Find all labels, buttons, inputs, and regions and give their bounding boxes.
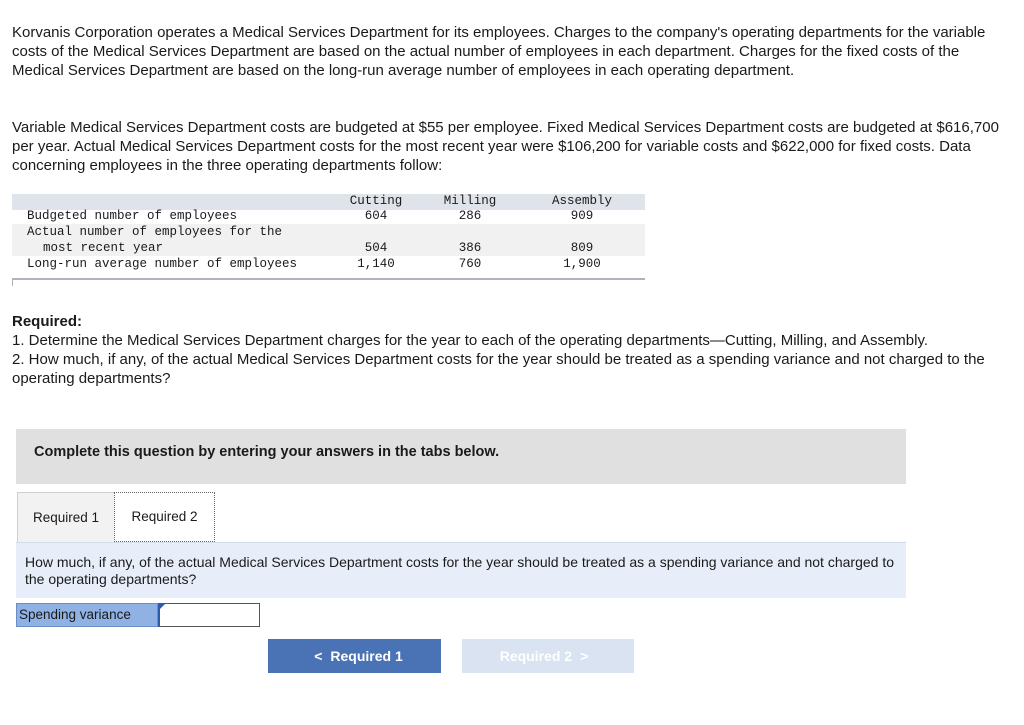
table-row [12,240,645,256]
chevron-right-icon: > [580,648,589,664]
prev-button-label: Required 1 [330,648,403,664]
table-row [12,224,645,240]
spending-variance-label: Spending variance [16,603,158,627]
tab-required-1[interactable]: Required 1 [17,492,115,542]
table-bottom-border [12,278,645,280]
question-text: How much, if any, of the actual Medical Services Department costs for the year should be treated as a spending variance and not charged to the operating departments? [25,554,894,587]
table-row [12,208,645,224]
cell-assembly: 809 [570,241,594,255]
cell-assembly: 1,900 [563,257,601,271]
instruction-banner [16,429,906,484]
tab-required-2[interactable]: Required 2 [114,492,215,542]
header-milling: Milling [443,194,497,208]
intro-paragraph-2: Variable Medical Services Department costs are budgeted at $55 per employee. Fixed Medical Services Department costs are budgeted at $616,700 per year. Actual Medical Services Department costs for the most recent year were $106,200 for variable costs and $622,000 for fixed costs. Data concerning employees in the three operating departments follow: [12,119,999,174]
cell-cutting: 1,140 [357,257,395,271]
table-left-tick [12,280,13,286]
cell-milling: 286 [458,209,482,223]
question-panel [16,542,906,598]
row-label: Budgeted number of employees [27,209,238,223]
cell-assembly: 909 [570,209,594,223]
employee-data-table [12,194,645,280]
table-row [12,256,645,272]
intro-paragraph-1: Korvanis Corporation operates a Medical Services Department for its employees. Charges to the company's operating departments for the variable costs of the Medical Services Department are based on the actual number of employees in each department. Charges for the fixed costs of the Medical Services Department are based on the long-run average number of employees in each operating department. [12,24,986,79]
header-assembly: Assembly [551,194,612,208]
required-title: Required: [12,313,83,330]
next-button-label: Required 2 [499,648,573,664]
cell-milling: 760 [458,257,482,271]
required-section [12,312,1002,388]
cell-cutting: 504 [364,241,388,255]
row-label: Actual number of employees for the [27,225,283,239]
next-required-2-button[interactable] [462,639,634,673]
cell-milling: 386 [458,241,482,255]
previous-required-1-button[interactable] [268,639,441,673]
required-item-2: 2. How much, if any, of the actual Medical Services Department costs for the year should be treated as a spending variance and not charged to the operating departments? [12,351,985,387]
row-label: Long-run average number of employees [27,257,298,271]
spending-variance-input[interactable] [158,603,260,627]
required-item-1: 1. Determine the Medical Services Department charges for the year to each of the operating departments—Cutting, Milling, and Assembly. [12,332,929,349]
chevron-left-icon: < [314,648,323,664]
instruction-text: Complete this question by entering your answers in the tabs below. [34,444,500,460]
row-label: most recent year [43,241,164,255]
input-corner-marker [158,603,166,611]
cell-cutting: 604 [364,209,388,223]
header-cutting: Cutting [349,194,403,208]
